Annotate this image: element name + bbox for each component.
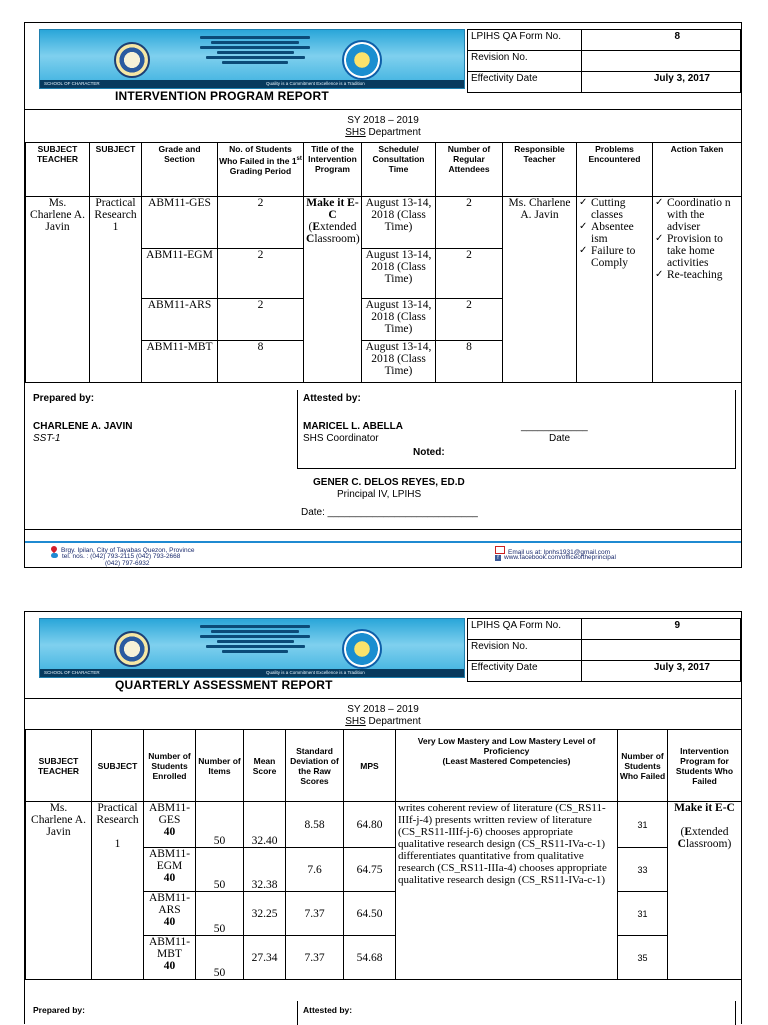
table-row (26, 197, 742, 249)
col-items: Number of Items (196, 730, 244, 802)
responsible-cell: Ms. Charlene A. Javin (503, 197, 577, 383)
sd-cell: 8.58 (286, 802, 344, 848)
intervention-report-page (24, 22, 742, 568)
revision-label: Revision No. (468, 640, 582, 661)
schedule-cell: August 13-14, 2018 (Class Time) (362, 299, 436, 341)
form-no-label: LPIHS QA Form No. (468, 30, 582, 51)
table-row (26, 802, 742, 848)
facebook-icon: f (495, 555, 501, 561)
section-cell: ABM11-EGM 40 (144, 848, 196, 892)
deped-seal-icon (114, 631, 150, 667)
revision-label: Revision No. (468, 51, 582, 72)
school-year: SY 2018 – 2019 (347, 704, 419, 715)
col-enrolled: Number of Students Enrolled (144, 730, 196, 802)
failed-cell: 8 (218, 341, 304, 383)
deped-seal-icon (114, 42, 150, 78)
effectivity-value: July 3, 2017 (581, 661, 740, 682)
department: SHS Department (345, 716, 421, 727)
items-cell: 50 (196, 892, 244, 936)
qa-form-table (467, 618, 741, 682)
footer-email: Email us at: lpnhs1931@gmail.com (495, 546, 610, 556)
intervention-cell: Make it E-C (Extended Classroom) (668, 802, 742, 980)
section-cell: ABM11-ARS 40 (144, 892, 196, 936)
attester-name: MARICEL L. ABELLA (303, 421, 403, 432)
noter-title: Principal IV, LPIHS (337, 489, 422, 500)
col-intervention: Intervention Program for Students Who Failed (668, 730, 742, 802)
teacher-cell: Ms. Charlene A. Javin (26, 197, 90, 383)
revision-value (581, 640, 740, 661)
mean-cell: 32.40 (244, 802, 286, 848)
section-cell: ABM11-MBT 40 (144, 936, 196, 980)
schedule-cell: August 13-14, 2018 (Class Time) (362, 341, 436, 383)
attendees-cell: 2 (436, 197, 503, 249)
problems-cell: ✓ Cutting classes ✓ Absentee ism ✓ Failure to Comply (577, 197, 653, 383)
col-regular-attendees: Number of Regular Attendees (436, 143, 503, 197)
attested-by-label: Attested by: (303, 1005, 353, 1015)
section-cell: ABM11-GES (142, 197, 218, 249)
noter-name: GENER C. DELOS REYES, ED.D (313, 477, 465, 488)
form-no-value: 8 (581, 30, 740, 51)
col-sd: Standard Deviation of the Raw Scores (286, 730, 344, 802)
attendees-cell: 2 (436, 299, 503, 341)
prepared-by-label: Prepared by: (33, 393, 95, 404)
mps-cell: 64.50 (344, 892, 396, 936)
attested-by-label: Attested by: (303, 393, 361, 404)
school-year: SY 2018 – 2019 (347, 115, 419, 126)
col-mps: MPS (344, 730, 396, 802)
failed-cell: 31 (618, 802, 668, 848)
banner-address-lines (200, 36, 310, 66)
col-mastery: Very Low Mastery and Low Mastery Level of Proficiency (Least Mastered Competencies) (396, 730, 618, 802)
footer-address: Brgy. Ipilan, City of Tayabas Quezon, Province (51, 546, 194, 554)
col-responsible: Responsible Teacher (503, 143, 577, 197)
section-cell: ABM11-MBT (142, 341, 218, 383)
effectivity-label: Effectivity Date (468, 72, 582, 93)
failed-cell: 35 (618, 936, 668, 980)
department: SHS Department (345, 127, 421, 138)
school-banner (39, 618, 465, 678)
banner-motto-right: Quality is a Commitment Excellence is a Tradition (266, 81, 365, 86)
failed-cell: 2 (218, 299, 304, 341)
col-program-title: Title of the Intervention Program (304, 143, 362, 197)
sd-cell: 7.6 (286, 848, 344, 892)
revision-value (581, 51, 740, 72)
school-banner (39, 29, 465, 89)
col-subject: SUBJECT (92, 730, 144, 802)
effectivity-label: Effectivity Date (468, 661, 582, 682)
location-pin-icon (50, 545, 58, 553)
items-cell: 50 (196, 936, 244, 980)
mps-cell: 64.75 (344, 848, 396, 892)
prepared-by-label: Prepared by: (33, 1005, 85, 1015)
qa-form-table (467, 29, 741, 93)
section-cell: ABM11-GES 40 (144, 802, 196, 848)
col-action: Action Taken (653, 143, 742, 197)
mean-cell: 32.38 (244, 848, 286, 892)
col-failed: Number of Students Who Failed (618, 730, 668, 802)
section-cell: ABM11-ARS (142, 299, 218, 341)
quarterly-assessment-page (24, 611, 742, 1024)
subject-cell: Practical Research 1 (92, 802, 144, 980)
intervention-table (25, 142, 742, 383)
subject-cell: Practical Research 1 (90, 197, 142, 383)
school-seal-icon (342, 629, 382, 669)
report-title: INTERVENTION PROGRAM REPORT (115, 89, 329, 103)
competencies-cell: writes coherent review of literature (CS_RS11-IIIf-j-4) presents written review of literature (CS_RS11-IIIf-j-6) chooses appropriate qualitative research design (CS_RS11-IVa-c-1) differentiates quantitative from qualitative research (CS_RS11-IIIa-4) chooses appropriate qualitative research design (CS_RS11-IVa-c-1) (396, 802, 618, 980)
preparer-title: SST-1 (33, 433, 61, 444)
attester-title: SHS Coordinator (303, 433, 379, 444)
noted-label: Noted: (413, 447, 445, 458)
sd-cell: 7.37 (286, 892, 344, 936)
actions-cell: ✓ Coordinatio n with the adviser ✓ Provision to take home activities ✓ Re-teaching (653, 197, 742, 383)
col-mean: Mean Score (244, 730, 286, 802)
mean-cell: 27.34 (244, 936, 286, 980)
failed-cell: 31 (618, 892, 668, 936)
attendees-cell: 8 (436, 341, 503, 383)
form-no-label: LPIHS QA Form No. (468, 619, 582, 640)
footer-facebook: f www.facebook.com/officeoftheprincipal (495, 554, 616, 561)
failed-cell: 2 (218, 197, 304, 249)
phone-icon (51, 553, 58, 558)
banner-motto-left: SCHOOL OF CHARACTER (44, 81, 100, 86)
banner-address-lines (200, 625, 310, 655)
date-label: Date (549, 433, 571, 444)
report-title: QUARTERLY ASSESSMENT REPORT (115, 678, 333, 692)
noted-date-line: Date: ___________________________ (301, 507, 478, 518)
items-cell: 50 (196, 848, 244, 892)
footer-tel: tel. nos. : (042) 793-2115 (042) 793-2668 (51, 553, 180, 560)
preparer-name: CHARLENE A. JAVIN (33, 421, 133, 432)
col-problems: Problems Encountered (577, 143, 653, 197)
banner-motto-left: SCHOOL OF CHARACTER (44, 670, 100, 675)
failed-cell: 2 (218, 249, 304, 299)
items-cell: 50 (196, 802, 244, 848)
effectivity-value: July 3, 2017 (581, 72, 740, 93)
mps-cell: 64.80 (344, 802, 396, 848)
form-no-value: 9 (581, 619, 740, 640)
footer-tel2: (042) 797-6932 (105, 560, 150, 567)
assessment-table (25, 729, 742, 980)
mps-cell: 54.68 (344, 936, 396, 980)
program-title-cell: Make it E-C (Extended Classroom) (304, 197, 362, 383)
schedule-cell: August 13-14, 2018 (Class Time) (362, 197, 436, 249)
mean-cell: 32.25 (244, 892, 286, 936)
col-schedule: Schedule/ Consultation Time (362, 143, 436, 197)
failed-cell: 33 (618, 848, 668, 892)
col-subject-teacher: SUBJECT TEACHER (26, 143, 90, 197)
sd-cell: 7.37 (286, 936, 344, 980)
col-grade-section: Grade and Section (142, 143, 218, 197)
teacher-cell: Ms. Charlene A. Javin (26, 802, 92, 980)
section-cell: ABM11-EGM (142, 249, 218, 299)
date-blank: ____________ (521, 421, 588, 432)
col-subject: SUBJECT (90, 143, 142, 197)
email-icon (495, 546, 505, 554)
attendees-cell: 2 (436, 249, 503, 299)
school-seal-icon (342, 40, 382, 80)
schedule-cell: August 13-14, 2018 (Class Time) (362, 249, 436, 299)
col-subject-teacher: SUBJECT TEACHER (26, 730, 92, 802)
banner-motto-right: Quality is a Commitment Excellence is a Tradition (266, 670, 365, 675)
col-no-failed: No. of Students Who Failed in the 1st Grading Period (218, 143, 304, 197)
